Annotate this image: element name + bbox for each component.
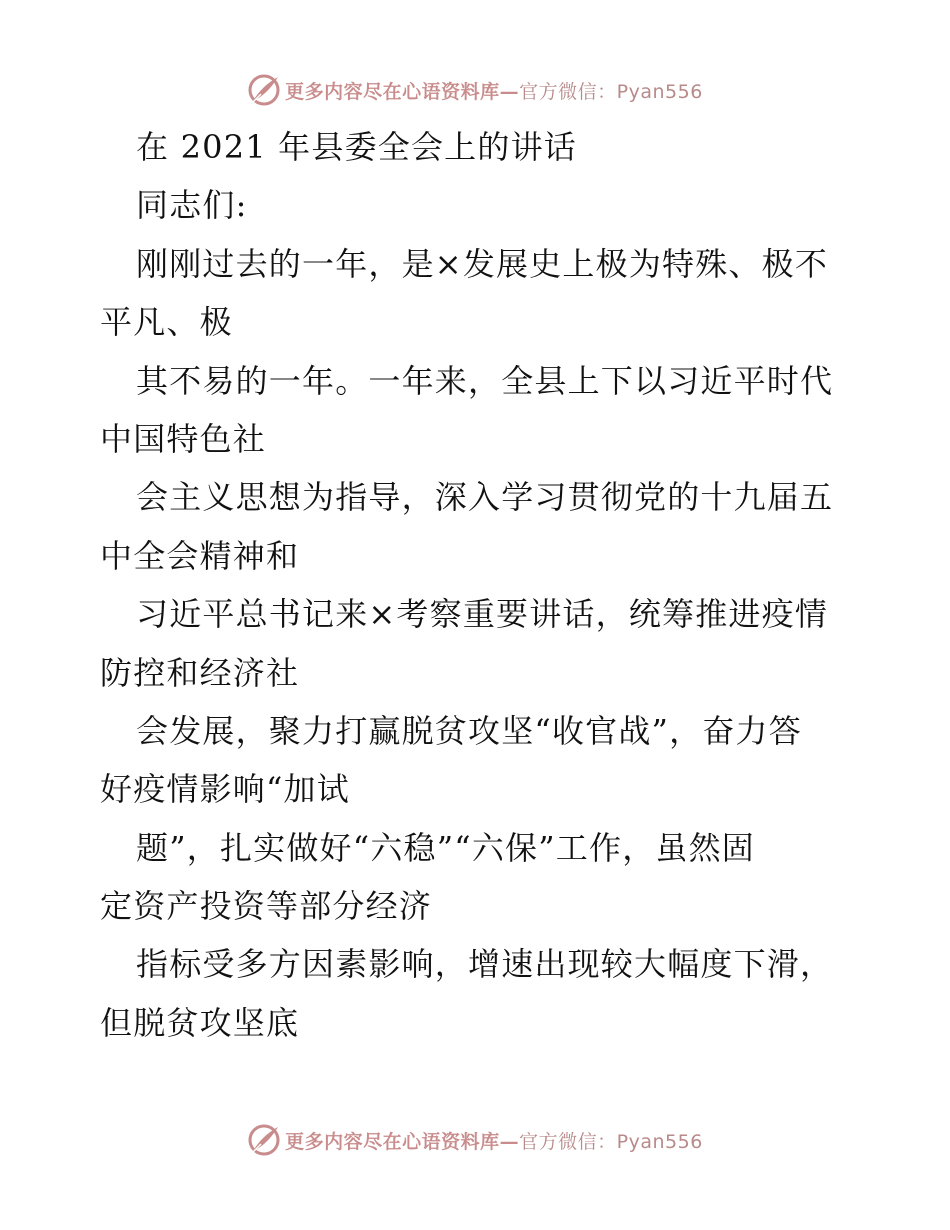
text-line: 同志们: <box>136 186 248 225</box>
feather-pen-logo-icon <box>247 1123 281 1157</box>
banner-text: 更多内容尽在心语资料库— <box>285 80 520 103</box>
text-line: 指标受多方因素影响，增速出现较大幅度下滑， <box>136 945 834 984</box>
document-body <box>100 118 860 1052</box>
text-line: 中全会精神和 <box>100 536 300 575</box>
text-line: 中国特色社 <box>100 419 267 458</box>
text-line: 题”，扎实做好“六稳”“六保”工作，虽然固 <box>136 828 755 867</box>
banner-contact: 官方微信：Pyan556 <box>519 80 703 103</box>
text-line: 定资产投资等部分经济 <box>100 887 433 926</box>
banner-contact: 官方微信：Pyan556 <box>519 1130 703 1153</box>
text-line: 刚刚过去的一年，是×发展史上极为特殊、极不 <box>136 244 829 283</box>
text-line: 习近平总书记来×考察重要讲话，统筹推进疫情 <box>136 595 829 634</box>
text-line: 平凡、极 <box>100 303 233 342</box>
text-line: 防控和经济社 <box>100 653 300 692</box>
text-line: 其不易的一年。一年来，全县上下以习近平时代 <box>136 361 834 400</box>
footer-banner <box>0 1120 950 1160</box>
header-banner <box>0 70 950 110</box>
text-line: 会主义思想为指导，深入学习贯彻党的十九届五 <box>136 478 834 517</box>
text-line: 但脱贫攻坚底 <box>100 1003 300 1042</box>
feather-pen-logo-icon <box>247 73 281 107</box>
text-line: 好疫情影响“加试 <box>100 770 350 809</box>
text-line: 会发展，聚力打赢脱贫攻坚“收官战”，奋力答 <box>136 711 802 750</box>
document-title: 在 2021 年县委全会上的讲话 <box>136 128 577 166</box>
banner-text: 更多内容尽在心语资料库— <box>285 1130 520 1153</box>
